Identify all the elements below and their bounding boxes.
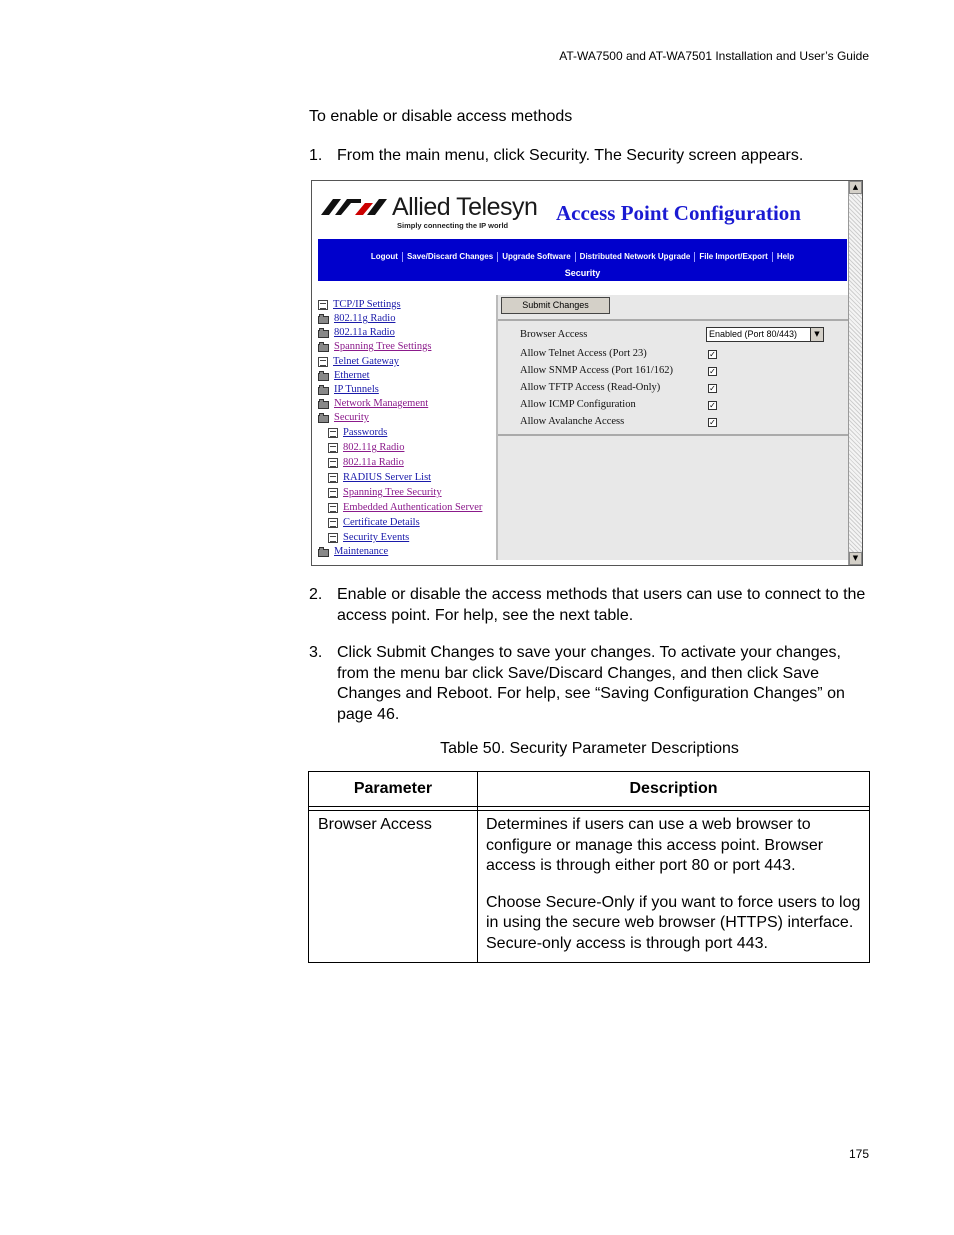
folder-icon (318, 401, 329, 409)
open-folder-icon (318, 415, 329, 423)
brand-name: Allied Telesyn (392, 193, 538, 221)
nav-item-maintenance[interactable]: Maintenance (318, 546, 388, 557)
step-2 (309, 585, 871, 626)
snmp-access-checkbox[interactable]: ✓ (709, 367, 716, 376)
column-header-parameter: Parameter (309, 772, 478, 807)
folder-icon (318, 387, 329, 395)
step-text: From the main menu, click Security. The Security screen appears. (337, 147, 804, 164)
vertical-scrollbar[interactable] (848, 181, 862, 565)
page-icon (328, 473, 338, 483)
menu-help[interactable]: Help (776, 252, 795, 261)
menu-file-import-export[interactable]: File Import/Export (695, 252, 772, 262)
telnet-access-label: Allow Telnet Access (Port 23) (520, 348, 647, 359)
nav-item-spanning-tree[interactable]: Spanning Tree Settings (318, 341, 431, 352)
nav-item-embedded-auth-server[interactable]: Embedded Authentication Server (328, 502, 482, 513)
page-number: 175 (848, 1147, 869, 1161)
step-number: 2. (309, 586, 323, 603)
page-icon (328, 503, 338, 513)
nav-item-security-events[interactable]: Security Events (328, 532, 409, 543)
menu-save-discard[interactable]: Save/Discard Changes (403, 252, 498, 262)
nav-item-spanning-tree-security[interactable]: Spanning Tree Security (328, 487, 442, 498)
table-row (309, 811, 870, 963)
menu-bar (318, 239, 847, 293)
step-number: 1. (309, 147, 323, 164)
column-header-description: Description (478, 772, 870, 807)
menu-upgrade-software[interactable]: Upgrade Software (498, 252, 575, 262)
folder-icon (318, 344, 329, 352)
nav-item-network-management[interactable]: Network Management (318, 398, 428, 409)
table-header-row (309, 772, 870, 807)
security-settings-panel (498, 295, 848, 560)
nav-item-ip-tunnels[interactable]: IP Tunnels (318, 384, 379, 395)
step-text: Enable or disable the access methods that users can use to connect to the access point. For help, see the next table. (337, 586, 866, 624)
nav-item-certificate-details[interactable]: Certificate Details (328, 517, 420, 528)
parameter-cell: Browser Access (309, 811, 478, 963)
folder-icon (318, 549, 329, 557)
table-caption: Table 50. Security Parameter Descriptions (440, 740, 739, 757)
description-paragraph: Determines if users can use a web browser to configure or manage this access point. Browser access is through either port 80 or port 443. (486, 816, 824, 874)
brand-tagline: Simply connecting the IP world (397, 221, 509, 230)
page-icon (328, 488, 338, 498)
page-icon (318, 357, 328, 367)
nav-item-security-80211g[interactable]: 802.11g Radio (328, 442, 404, 453)
folder-icon (318, 316, 329, 324)
folder-icon (318, 330, 329, 338)
nav-item-security-80211a[interactable]: 802.11a Radio (328, 457, 404, 468)
nav-item-passwords[interactable]: Passwords (328, 427, 387, 438)
snmp-access-label: Allow SNMP Access (Port 161/162) (520, 365, 674, 376)
menu-links (318, 249, 847, 265)
section-title: Security (318, 265, 847, 281)
tftp-access-label: Allow TFTP Access (Read-Only) (520, 382, 661, 393)
nav-item-80211g[interactable]: 802.11g Radio (318, 313, 395, 324)
procedure-title: To enable or disable access methods (309, 108, 573, 125)
icmp-config-label: Allow ICMP Configuration (520, 399, 636, 410)
scroll-up-icon[interactable]: ▲ (849, 181, 862, 194)
scroll-down-icon[interactable]: ▼ (849, 552, 862, 565)
security-screen-screenshot (311, 180, 863, 566)
icmp-config-checkbox[interactable]: ✓ (709, 401, 716, 410)
description-cell (478, 811, 870, 963)
step-3 (309, 643, 871, 725)
nav-item-ethernet[interactable]: Ethernet (318, 370, 370, 381)
browser-access-label: Browser Access (520, 329, 588, 340)
nav-item-security[interactable]: Security (318, 412, 369, 423)
allied-telesyn-logo-icon (321, 197, 387, 217)
nav-item-80211a[interactable]: 802.11a Radio (318, 327, 395, 338)
description-paragraph: Choose Secure-Only if you want to force users to log in using the secure web browser (HTTPS) interface. Secure-only access is through port 443. (486, 893, 861, 952)
telnet-access-checkbox[interactable]: ✓ (709, 350, 716, 359)
step-1 (309, 146, 871, 167)
page-icon (328, 533, 338, 543)
page-icon (328, 428, 338, 438)
step-text: Click Submit Changes to save your changes. To activate your changes, from the menu bar click Save/Discard Changes, and then click Save Changes and Reboot. For help, see “Saving Configuration Changes” on page 46. (337, 644, 845, 723)
submit-changes-button[interactable]: Submit Changes (501, 297, 610, 314)
logo-banner (318, 191, 848, 239)
page-icon (328, 458, 338, 468)
app-title: Access Point Configuration (556, 201, 801, 225)
menu-logout[interactable]: Logout (367, 252, 403, 262)
nav-item-radius-server-list[interactable]: RADIUS Server List (328, 472, 431, 483)
page-icon (318, 300, 328, 310)
menu-distributed-upgrade[interactable]: Distributed Network Upgrade (576, 252, 696, 262)
avalanche-access-checkbox[interactable]: ✓ (709, 418, 716, 427)
nav-item-telnet-gateway[interactable]: Telnet Gateway (318, 356, 399, 367)
nav-item-tcpip[interactable]: TCP/IP Settings (318, 299, 401, 310)
browser-access-select[interactable]: Enabled (Port 80/443) ▼ (706, 327, 824, 342)
avalanche-access-label: Allow Avalanche Access (520, 416, 625, 427)
folder-icon (318, 373, 329, 381)
running-header: AT-WA7500 and AT-WA7501 Installation and User’s Guide (559, 49, 869, 63)
page-icon (328, 518, 338, 528)
tftp-access-checkbox[interactable]: ✓ (709, 384, 716, 393)
step-number: 3. (309, 644, 323, 661)
parameter-table (308, 771, 870, 963)
left-navigation (316, 295, 498, 560)
page-icon (328, 443, 338, 453)
chevron-down-icon: ▼ (810, 328, 823, 341)
